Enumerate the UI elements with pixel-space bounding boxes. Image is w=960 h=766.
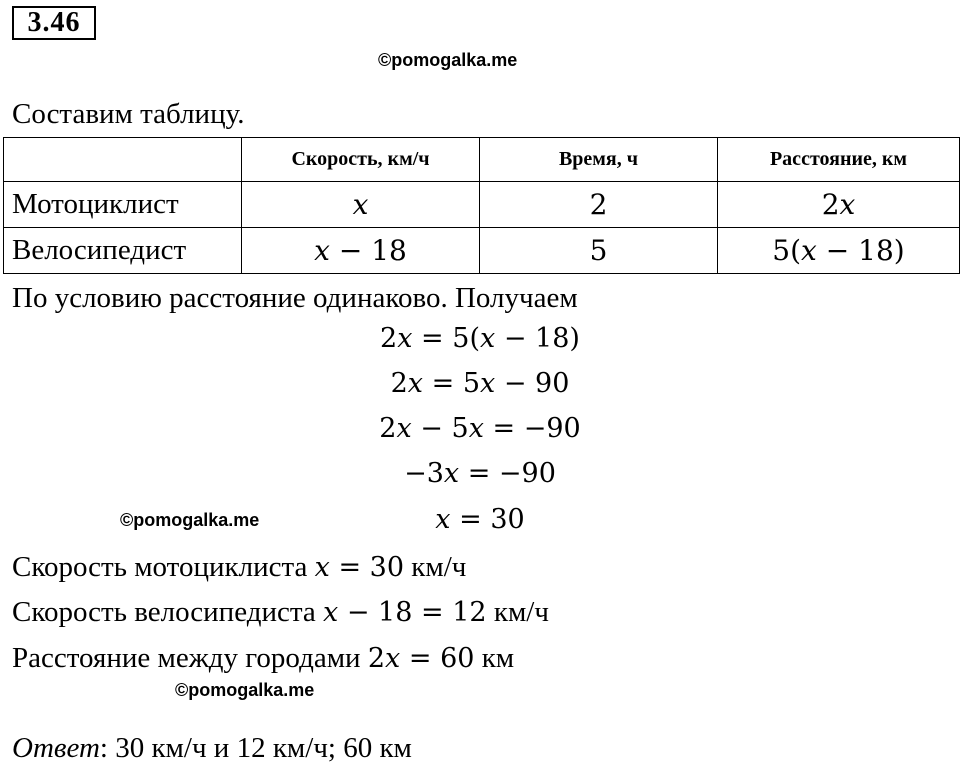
equation-line: −3x = −90 <box>404 458 556 489</box>
equation-line: 2x = 5(x − 18) <box>380 323 580 354</box>
result-expr: x = 30 <box>314 552 405 583</box>
watermark: ©pomogalka.me <box>120 510 260 530</box>
equation-line: 2x − 5x = −90 <box>379 413 581 444</box>
result-unit: км/ч <box>411 551 467 583</box>
row-label: Велосипедист <box>4 228 242 274</box>
result-line <box>12 549 466 586</box>
result-expr: x − 18 = 12 <box>323 597 487 628</box>
result-text: Расстояние между городами <box>12 642 361 674</box>
cell-time: 5 <box>480 228 718 274</box>
watermark: ©pomogalka.me <box>175 680 315 700</box>
cell-speed: x − 18 <box>242 228 480 274</box>
cell-speed: x <box>242 182 480 228</box>
answer-line <box>12 730 412 766</box>
table-header-distance: Расстояние, км <box>718 138 960 182</box>
row-label: Мотоциклист <box>4 182 242 228</box>
table-header-speed: Скорость, км/ч <box>242 138 480 182</box>
cell-distance: 2x <box>718 182 960 228</box>
table-row <box>4 228 960 274</box>
equation-line: x = 30 <box>435 504 525 535</box>
watermark: ©pomogalka.me <box>378 50 518 70</box>
result-text: Скорость мотоциклиста <box>12 551 308 583</box>
table-header-row <box>4 138 960 182</box>
result-line <box>12 594 549 631</box>
problem-number: 3.46 <box>12 6 96 40</box>
cell-time: 2 <box>480 182 718 228</box>
answer-label: Ответ <box>12 732 100 764</box>
cell-distance: 5(x − 18) <box>718 228 960 274</box>
table-row <box>4 182 960 228</box>
result-unit: км/ч <box>493 596 549 628</box>
result-line <box>12 640 514 677</box>
answer-value: : 30 км/ч и 12 км/ч; 60 км <box>99 732 412 764</box>
result-text: Скорость велосипедиста <box>12 596 316 628</box>
result-expr: 2x = 60 <box>367 643 475 674</box>
equation-line: 2x = 5x − 90 <box>390 368 570 399</box>
data-table <box>3 137 960 274</box>
table-header-time: Время, ч <box>480 138 718 182</box>
result-unit: км <box>481 642 515 674</box>
condition-text: По условию расстояние одинаково. Получаем <box>12 282 578 314</box>
intro-text: Составим таблицу. <box>12 98 245 130</box>
table-header-empty <box>4 138 242 182</box>
